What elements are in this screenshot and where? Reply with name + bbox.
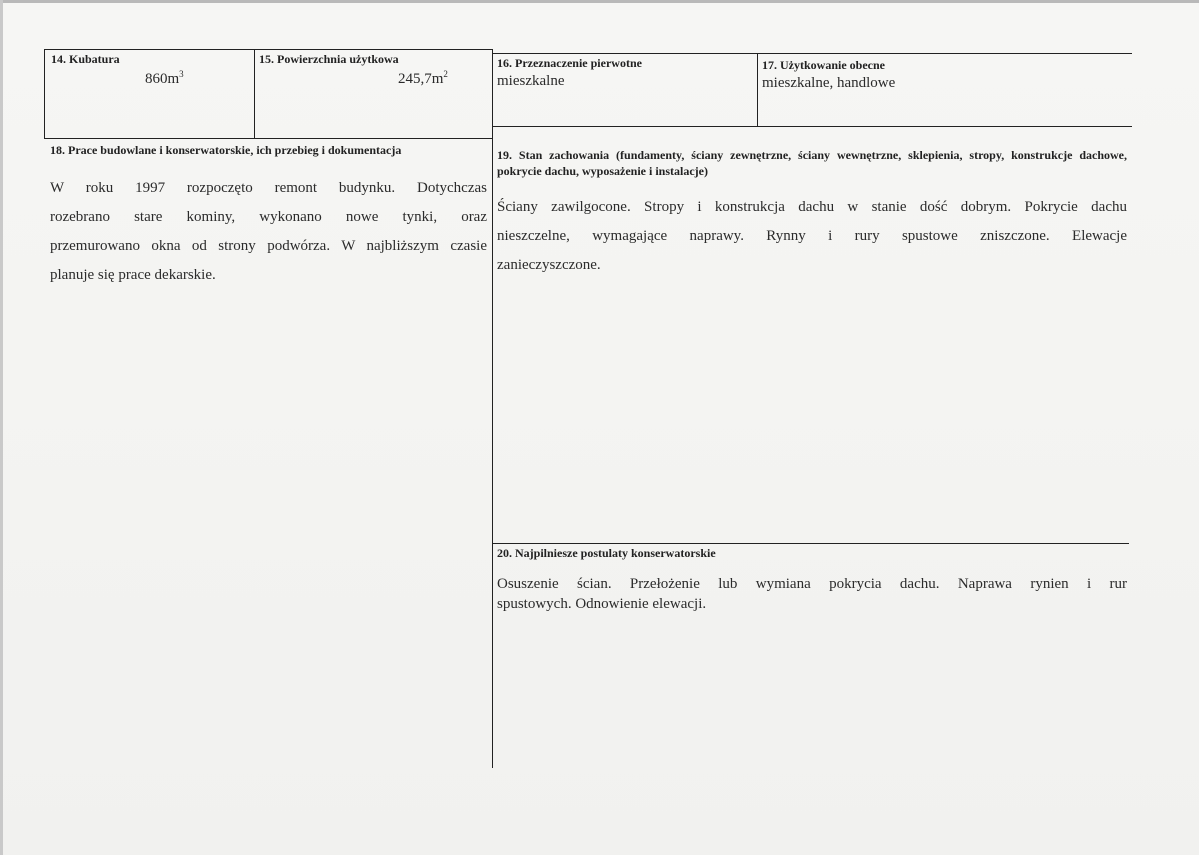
cell-19-line: zanieczyszczone. [497, 257, 601, 273]
page-edge-left [0, 0, 3, 855]
rule-v-14-15 [254, 49, 255, 139]
cell-14-value [145, 70, 184, 88]
cell-20-text [497, 574, 1127, 614]
cell-18-line: W roku 1997 rozpoczęto remont budynku. Dotychczas [50, 180, 487, 196]
cell-19-line: Ściany zawilgocone. Stropy i konstrukcja dachu w stanie dość dobrym. Pokrycie dachu [497, 199, 1127, 215]
cell-16-value: mieszkalne [497, 73, 565, 89]
cell-17-value: mieszkalne, handlowe [762, 75, 896, 91]
cell-20-line: spustowych. Odnowienie elewacji. [497, 596, 707, 612]
cell-18-line: planuje się prace dekarskie. [50, 267, 216, 283]
cell-15-unit-exponent: 2 [443, 69, 448, 79]
rule-v-center [492, 49, 493, 768]
rule-section-20 [492, 543, 1129, 544]
cell-15-value [398, 70, 448, 88]
rule-top-right [492, 53, 1132, 54]
cell-19-line: nieszczelne, wymagające naprawy. Rynny i rury spustowe zniszczone. Elewacje [497, 228, 1127, 244]
cell-14-unit-exponent: 3 [179, 69, 184, 79]
cell-14-title: 14. Kubatura [51, 52, 120, 66]
rule-v-left [44, 49, 45, 139]
rule-v-16-17 [757, 53, 758, 126]
rule-row2-right [492, 126, 1132, 127]
rule-top-left [44, 49, 492, 50]
cell-18-title: 18. Prace budowlane i konserwatorskie, ich przebieg i dokumentacja [50, 143, 402, 157]
cell-19-text [497, 193, 1127, 280]
cell-18-text [50, 174, 487, 290]
rule-row2-left [44, 138, 492, 139]
cell-16-title: 16. Przeznaczenie pierwotne [497, 56, 642, 70]
cell-20-line: Osuszenie ścian. Przełożenie lub wymiana pokrycia dachu. Naprawa rynien i rur [497, 576, 1127, 592]
cell-17-title: 17. Użytkowanie obecne [762, 58, 885, 72]
cell-14-number: 860m [145, 71, 180, 87]
page-edge-top [0, 0, 1199, 3]
cell-18-line: rozebrano stare kominy, wykonano nowe tynki, oraz [50, 209, 487, 225]
cell-15-number: 245,7m [398, 71, 444, 87]
cell-18-line: przemurowano okna od strony podwórza. W najbliższym czasie [50, 238, 487, 254]
cell-15-title: 15. Powierzchnia użytkowa [259, 52, 399, 66]
cell-20-title: 20. Najpilniesze postulaty konserwatorskie [497, 546, 716, 560]
cell-19-title: 19. Stan zachowania (fundamenty, ściany zewnętrzne, ściany wewnętrzne, sklepienia, stropy, konstrukcje dachowe, pokrycie dachu, wyposażenie i instalacje) [497, 148, 1127, 178]
